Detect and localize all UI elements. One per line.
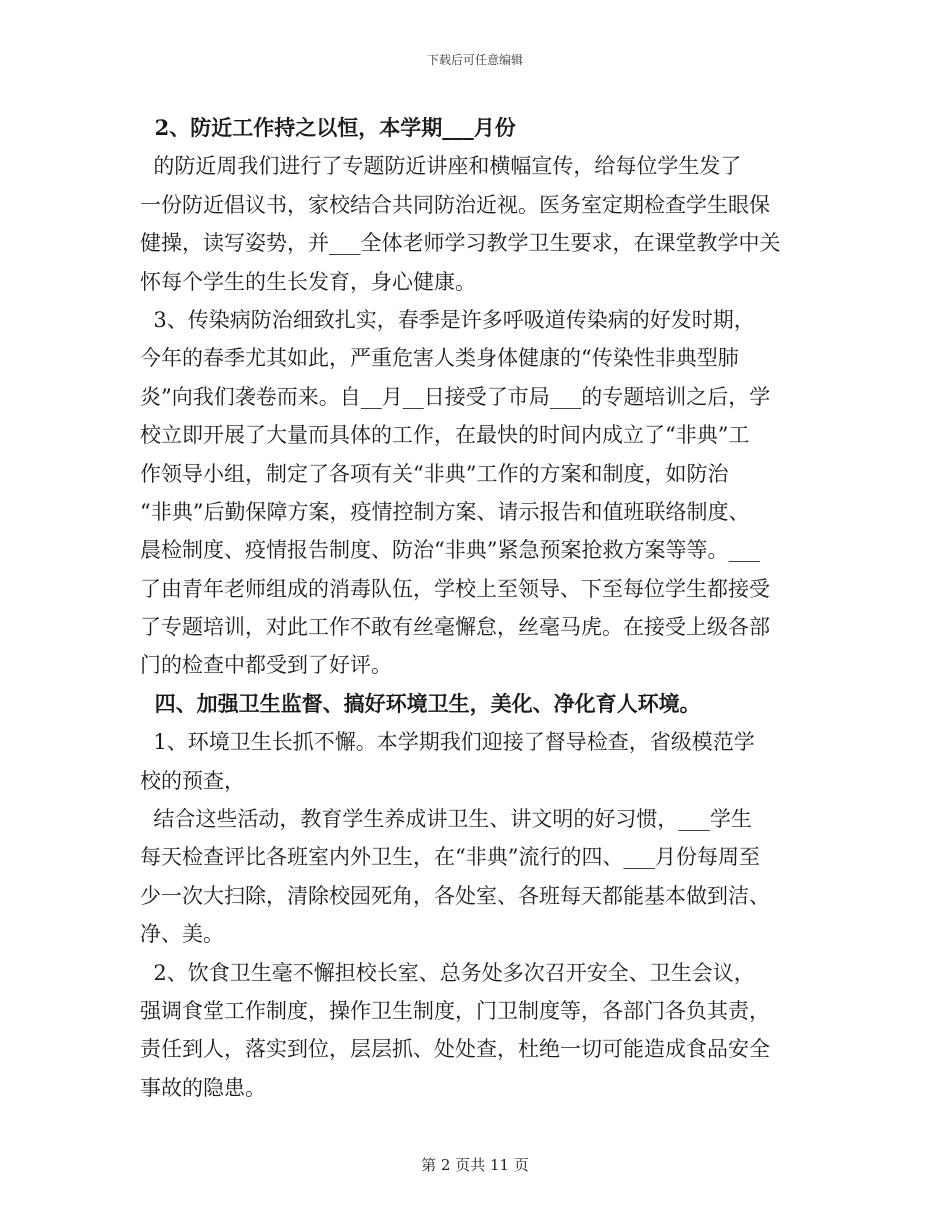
text-line: 了由青年老师组成的消毒队伍，学校上至领导、下至每位学生都接受 bbox=[140, 576, 770, 601]
page-header: 下载后可任意编辑 bbox=[426, 53, 523, 67]
document-body bbox=[140, 109, 802, 1107]
text-line: 1、环境卫生长抓不懈。本学期我们迎接了督导检查，省级模范学 bbox=[140, 730, 755, 755]
text-line: 2、防近工作持之以恒，本学期___月份 bbox=[140, 115, 516, 140]
text-line: 少一次大扫除，清除校园死角，各处室、各班每天都能基本做到洁、 bbox=[140, 883, 770, 908]
page-footer: 第 2 页共 11 页 bbox=[421, 1156, 529, 1174]
text-line: 责任到人，落实到位，层层抓、处处查，杜绝一切可能造成食品安全 bbox=[140, 1037, 770, 1062]
text-line: 健操，读写姿势，并___全体老师学习教学卫生要求，在课堂教学中关 bbox=[140, 231, 781, 256]
text-line: 净、美。 bbox=[140, 922, 224, 947]
text-line: 的防近周我们进行了专题防近讲座和横幅宣传，给每位学生发了 bbox=[140, 154, 742, 179]
text-line: 校立即开展了大量而具体的工作，在最快的时间内成立了“非典”工 bbox=[140, 423, 750, 448]
text-line: 3、传染病防治细致扎实，春季是许多呼吸道传染病的好发时期， bbox=[140, 307, 755, 332]
text-line: 每天检查评比各班室内外卫生，在“非典”流行的四、___月份每周至 bbox=[140, 845, 760, 870]
text-line: 门的检查中都受到了好评。 bbox=[140, 653, 392, 678]
text-line: 了专题培训，对此工作不敢有丝毫懈怠，丝毫马虎。在接受上级各部 bbox=[140, 615, 770, 640]
text-line: 一份防近倡议书，家校结合共同防治近视。医务室定期检查学生眼保 bbox=[140, 192, 770, 217]
text-line: 作领导小组，制定了各项有关“非典”工作的方案和制度，如防治 bbox=[140, 461, 729, 486]
section-heading: 四、加强卫生监督、搞好环境卫生，美化、净化育人环境。 bbox=[140, 690, 701, 716]
text-line: 校的预查， bbox=[140, 768, 245, 793]
text-line: 事故的隐患。 bbox=[140, 1075, 266, 1100]
text-line: 2、饮食卫生毫不懈担校长室、总务处多次召开安全、卫生会议， bbox=[140, 960, 755, 985]
text-line: 炎”向我们袭卷而来。自__月__日接受了市局___的专题培训之后，学 bbox=[140, 384, 771, 409]
text-line: 结合这些活动，教育学生养成讲卫生、讲文明的好习惯，___学生 bbox=[140, 807, 752, 832]
text-line: 晨检制度、疫情报告制度、防治“非典”紧急预案抢救方案等等。___ bbox=[140, 538, 760, 563]
text-line: 怀每个学生的生长发育，身心健康。 bbox=[140, 269, 476, 294]
text-line: 今年的春季尤其如此，严重危害人类身体健康的“传染性非典型肺 bbox=[140, 346, 739, 371]
text-line: 强调食堂工作制度，操作卫生制度，门卫制度等，各部门各负其责， bbox=[140, 998, 770, 1023]
text-line: “非典”后勤保障方案，疫情控制方案、请示报告和值班联络制度、 bbox=[140, 499, 750, 524]
